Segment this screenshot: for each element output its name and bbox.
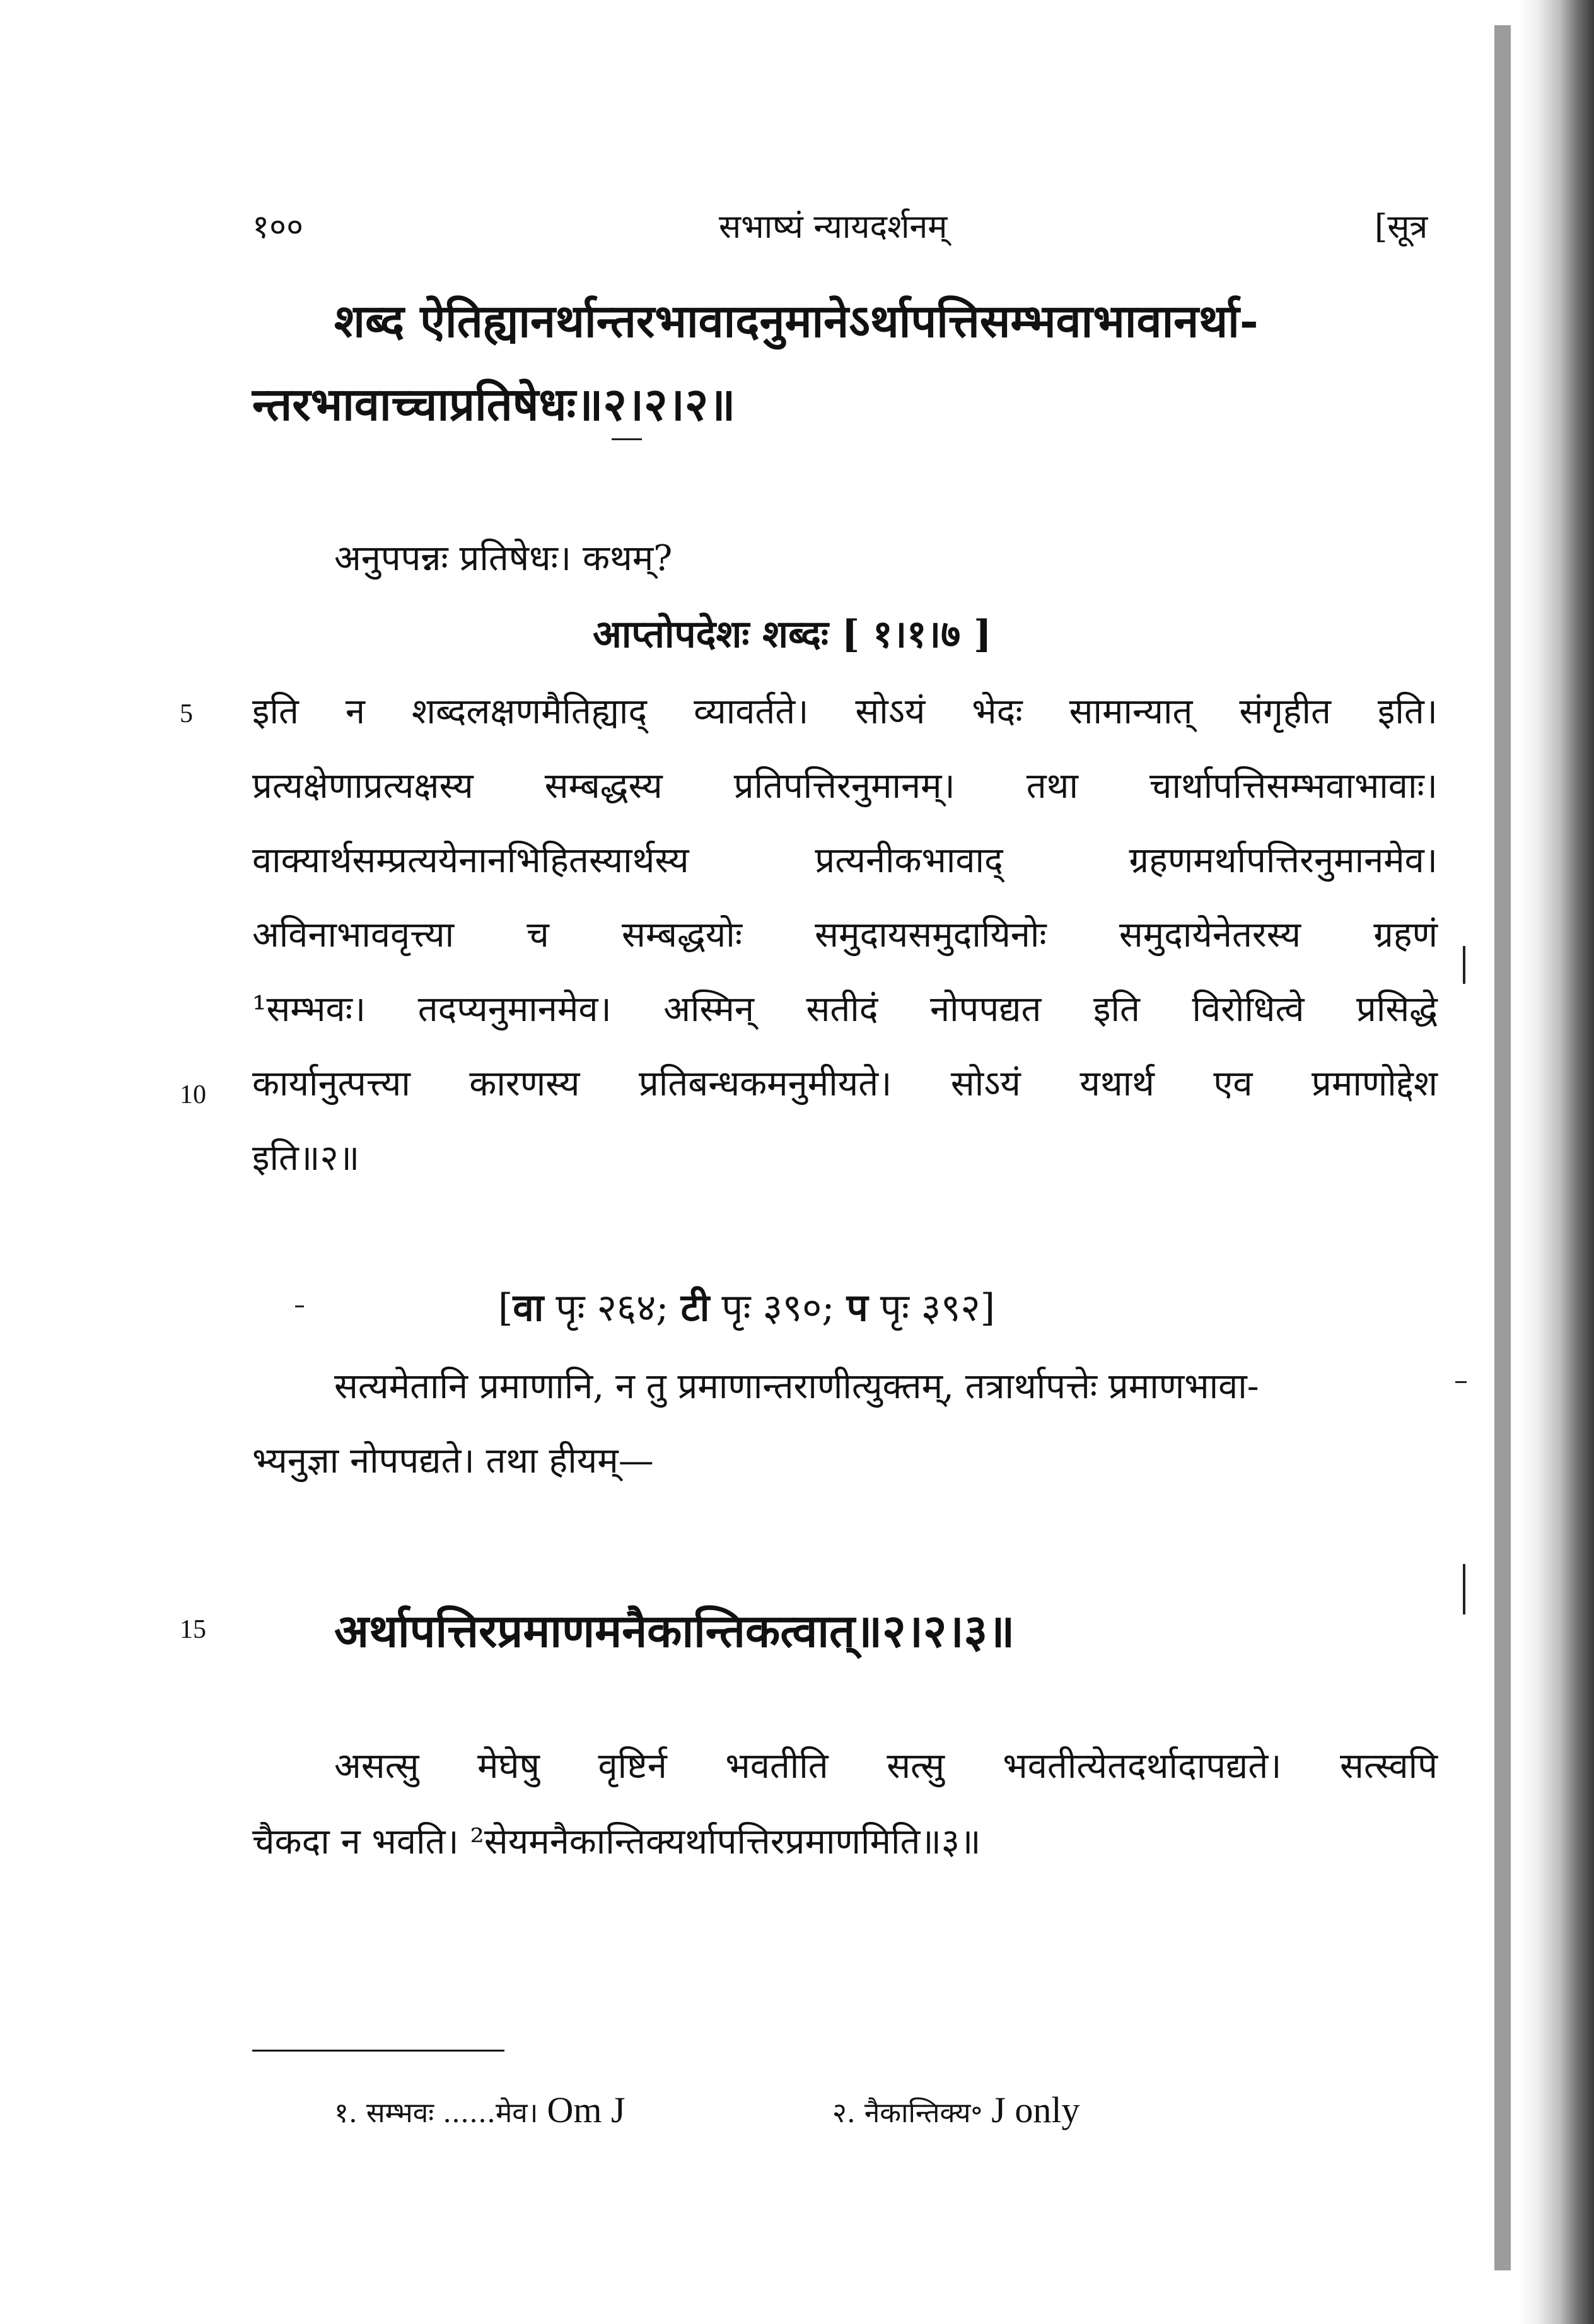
binding-edge — [1494, 25, 1511, 2270]
bhashya-line: इति॥२॥ — [252, 1138, 360, 1179]
ref-open-bracket: [ — [498, 1286, 513, 1330]
quoted-sutra: आप्तोपदेशः शब्दः [ १।१।७ ] — [593, 612, 992, 657]
ref-va-page: पृः २६४; — [544, 1286, 681, 1330]
ref-ti: टी — [680, 1286, 710, 1330]
bhashya-line: इति न शब्दलक्षणमैतिह्याद् व्यावर्तते। सोऽयं भेदः सामान्यात् संगृहीत इति। — [252, 691, 1438, 732]
binding-shadow — [1518, 0, 1594, 2324]
sutra-line-2: न्तरभावाच्चाप्रतिषेधः॥२।२।२॥ — [252, 377, 736, 431]
ref-ti-page: पृः ३९०; — [709, 1286, 847, 1330]
scan-mark — [295, 1305, 304, 1307]
underline-mark — [612, 438, 642, 440]
commentary-reference — [498, 1280, 995, 1332]
scan-mark — [1455, 1381, 1467, 1383]
bhashya-line: कार्यानुत्पत्त्या कारणस्य प्रतिबन्धकमनुमीयते। सोऽयं यथार्थ एव प्रमाणोद्देश — [252, 1063, 1438, 1104]
scan-mark — [1463, 946, 1465, 984]
sutra-2-2-3: अर्थापत्तिरप्रमाणमनैकान्तिकत्वात्॥२।२।३॥ — [334, 1604, 1015, 1657]
bhashya3-line-2: चैकदा न भवति। ²सेयमनैकान्तिक्यर्थापत्तिरप्रमाणमिति॥३॥ — [252, 1821, 981, 1862]
scan-mark — [1463, 1564, 1465, 1615]
ref-pa-page: पृः ३९२] — [868, 1286, 996, 1330]
bhashya-opening: अनुपपन्नः प्रतिषेधः। कथम्? — [334, 538, 673, 579]
page-number: १०० — [252, 208, 304, 246]
bhashya3-line-1: असत्सु मेघेषु वृष्टिर्न भवतीति सत्सु भवतीत्येतदर्थादापद्यते। सत्स्वपि — [334, 1746, 1438, 1787]
bhashya-line: प्रत्यक्षेणाप्रत्यक्षस्य सम्बद्धस्य प्रतिपत्तिरनुमानम्। तथा चार्थापत्तिसम्भवाभावाः। — [252, 766, 1438, 807]
footnote-1-text: १. सम्भवः ......मेव। — [334, 2097, 538, 2129]
footnote-2 — [832, 2089, 1079, 2131]
bhashya-line: वाक्यार्थसम्प्रत्ययेनानभिहितस्यार्थस्य प्रत्यनीकभावाद् ग्रहणमर्थापत्तिरनुमानमेव। — [252, 840, 1438, 881]
line-number-5: 5 — [180, 699, 193, 728]
line-number-15: 15 — [180, 1615, 206, 1644]
section-label: [सूत्र — [1375, 208, 1428, 246]
page-title: सभाष्यं न्यायदर्शनम् — [719, 208, 948, 246]
bhashya-line: ¹सम्भवः। तदप्यनुमानमेव। अस्मिन् सतीदं नोपपद्यत इति विरोधित्वे प्रसिद्धे — [252, 989, 1438, 1030]
footnote-1-siglum: Om J — [547, 2089, 625, 2130]
footnote-rule — [252, 2050, 504, 2052]
footnote-1 — [334, 2089, 625, 2131]
line-number-10: 10 — [180, 1080, 206, 1109]
bhashya2-line-2: भ्यनुज्ञा नोपपद्यते। तथा हीयम्— — [252, 1440, 654, 1481]
footnote-2-text: २. नैकान्तिक्य॰ — [832, 2097, 983, 2129]
footnote-2-siglum: J only — [991, 2089, 1080, 2130]
bhashya2-line-1: सत्यमेतानि प्रमाणानि, न तु प्रमाणान्तराणीत्युक्तम्, तत्रार्थापत्तेः प्रमाणभावा- — [334, 1366, 1259, 1407]
ref-va: वा — [513, 1286, 544, 1330]
sutra-line-1: शब्द ऐतिह्यानर्थान्तरभावादनुमानेऽर्थापत्तिसम्भवाभावानर्था- — [334, 294, 1259, 347]
bhashya-line: अविनाभाववृत्त्या च सम्बद्धयोः समुदायसमुदायिनोः समुदायेनेतरस्य ग्रहणं — [252, 914, 1438, 955]
ref-pa: प — [846, 1286, 868, 1330]
